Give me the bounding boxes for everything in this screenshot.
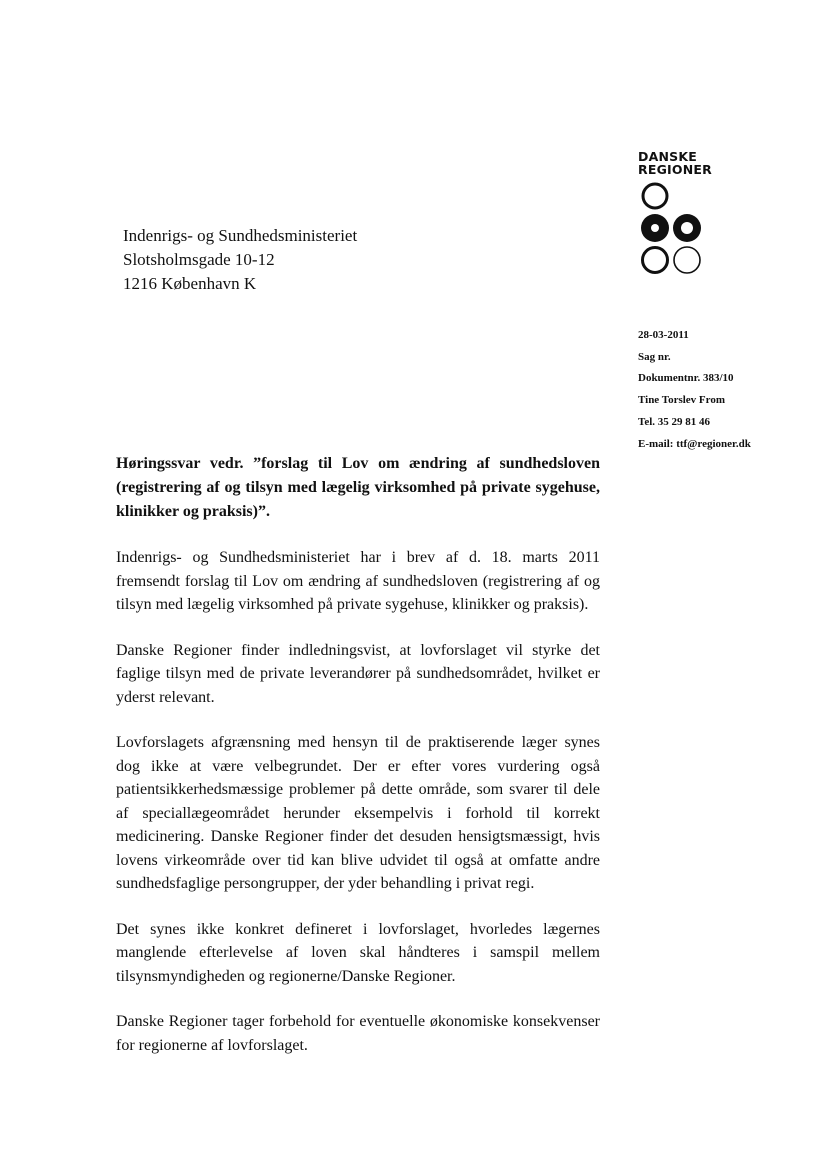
contact-phone: Tel. 35 29 81 46: [638, 415, 711, 428]
recipient-street: Slotsholmsgade 10-12: [123, 250, 275, 269]
case-number: Sag nr.: [638, 350, 671, 363]
recipient-name: Indenrigs- og Sundhedsministeriet: [123, 226, 358, 245]
letter-subject: Høringssvar vedr. ”forslag til Lov om ændring af sundhedsloven (registrering af og tilsyn med lægelig virksomhed på private sygehuse, klinikker og praksis)”.: [116, 455, 600, 520]
recipient-city: 1216 København K: [123, 274, 257, 293]
letter-body: [116, 452, 600, 1079]
document-number: Dokumentnr. 383/10: [638, 372, 734, 385]
letter-date: 28-03-2011: [638, 329, 689, 341]
contact-name: Tine Torslev From: [638, 394, 725, 407]
contact-email: E-mail: ttf@regioner.dk: [638, 437, 751, 450]
letter-meta: [638, 325, 751, 455]
paragraph: Det synes ikke konkret defineret i lovforslaget, hvorledes lægernes manglende efterlevelse af loven skal håndteres i samspil mellem tilsynsmyndigheden og regionerne/Danske Regioner.: [116, 920, 600, 985]
danske-regioner-logo: [638, 150, 728, 280]
danske-regioner-circles-logo-icon: [638, 180, 710, 280]
logo-line-2: REGIONER: [638, 162, 712, 177]
recipient-address: [123, 224, 357, 296]
paragraph: Danske Regioner finder indledningsvist, at lovforslaget vil styrke det faglige tilsyn med de private leverandører på sundhedsområdet, hvilket er yderst relevant.: [116, 641, 600, 706]
paragraph: Indenrigs- og Sundhedsministeriet har i brev af d. 18. marts 2011 fremsendt forslag til Lov om ændring af sundhedsloven (registrering af og tilsyn med lægelig virksomhed på private sygehuse, klinikker og praksis).: [116, 549, 600, 613]
logo-line-1: DANSKE: [638, 149, 697, 164]
paragraph: Lovforslagets afgrænsning med hensyn til de praktiserende læger synes dog ikke at være velbegrundet. Der er efter vores vurdering også patientsikkerhedsmæssige problemer på dette område, som svarer til dele af speciallægeområdet herunder eksempelvis i forhold til korrekt medicinering. Danske Regioner finder det desuden hensigtsmæssigt, hvis lovens virkeområde over tid kan blive udvidet til også at omfatte andre sundhedsfaglige persongrupper, der yder behandling i privat regi.: [116, 734, 600, 892]
paragraph: Danske Regioner tager forbehold for eventuelle økonomiske konsekvenser for regionerne af lovforslaget.: [116, 1013, 600, 1054]
